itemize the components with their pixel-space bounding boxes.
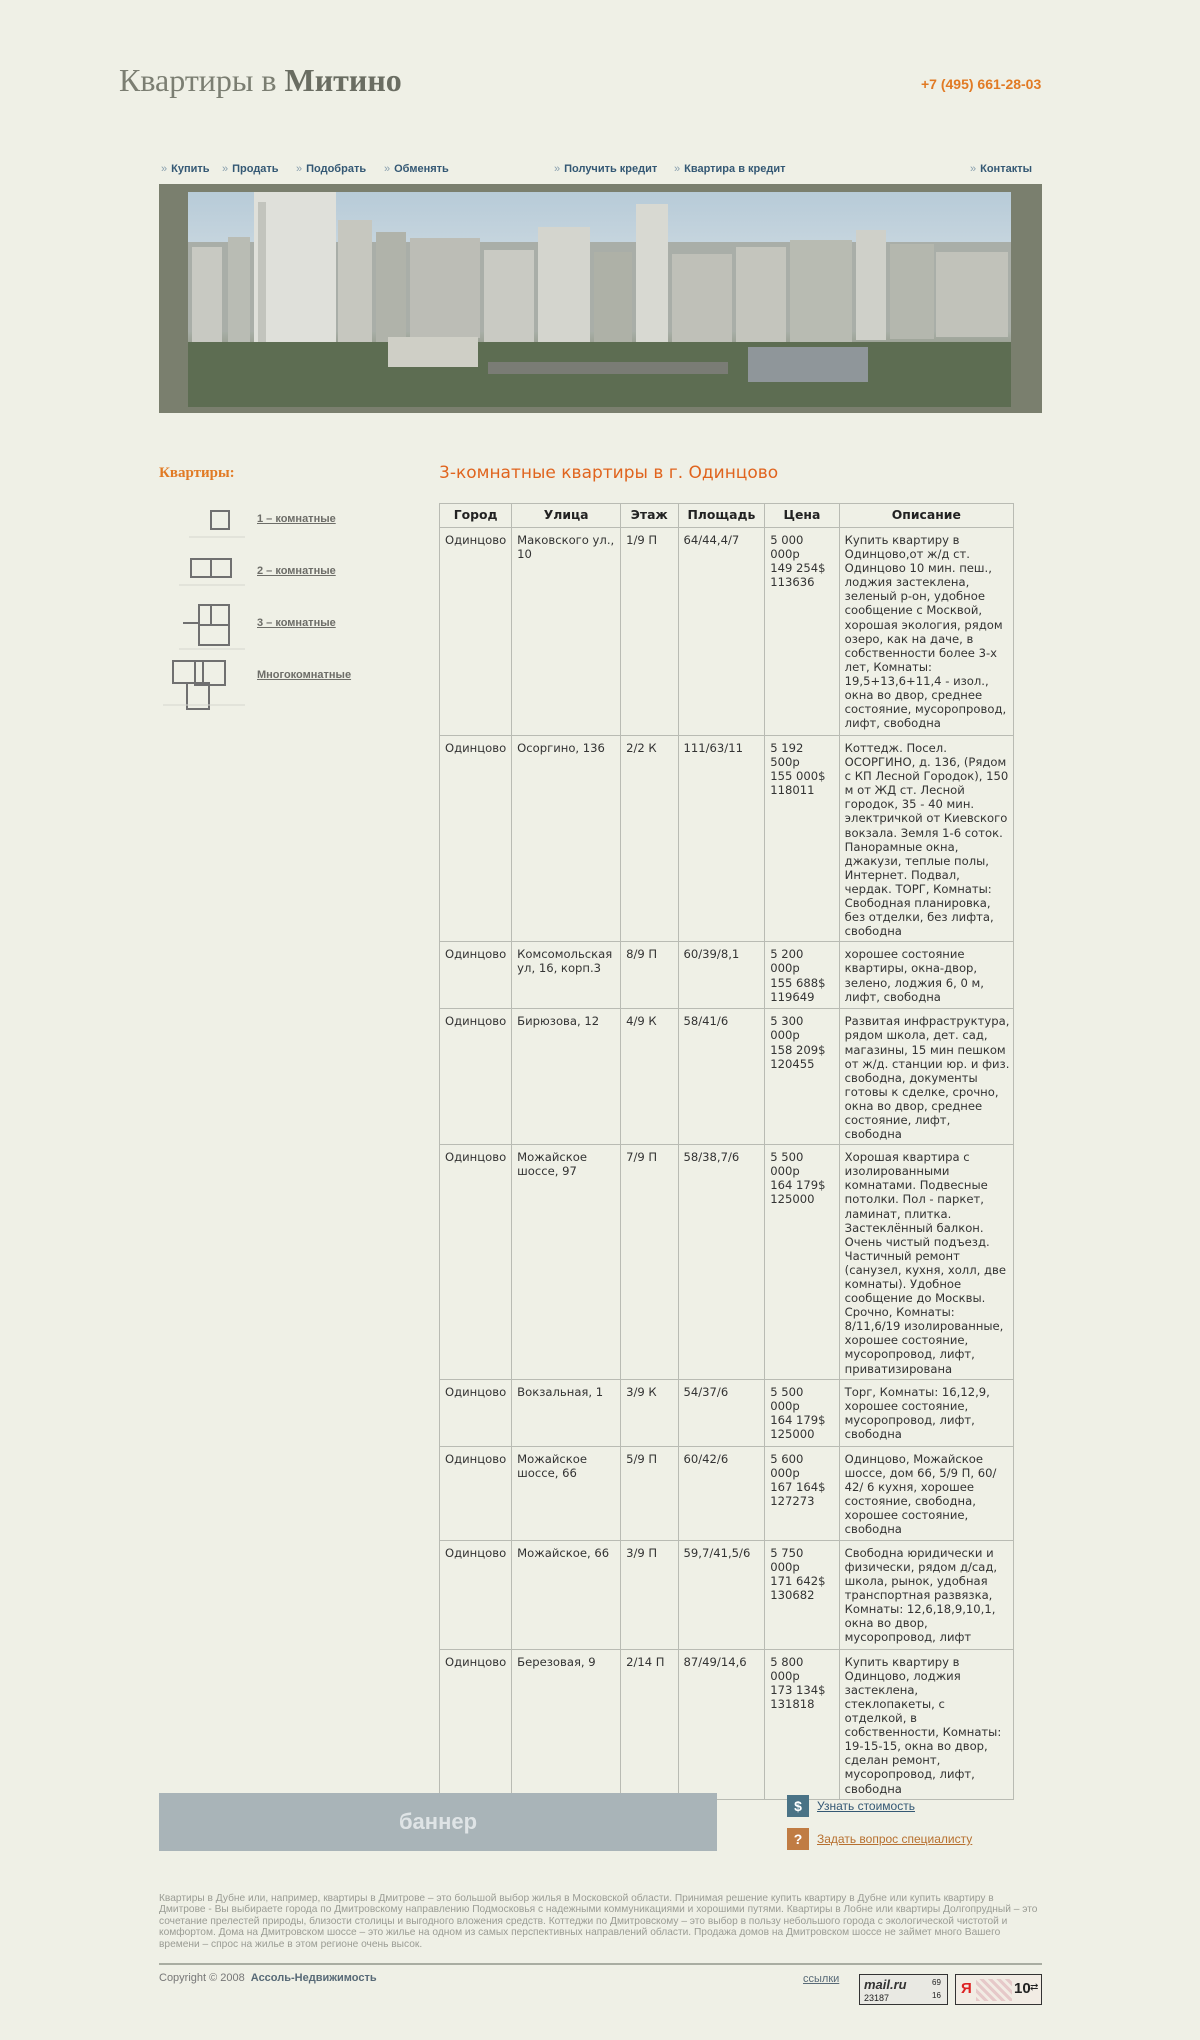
price-usd: 171 642$	[770, 1573, 826, 1588]
cell-price	[765, 528, 839, 736]
cell-description: Купить квартиру в Одинцово,от ж/д ст. Одинцово 10 мин. пеш., лоджия застеклена, зеленый р-он, удобное сообщение с Москвой, хорошая экология, рядом озеро, как на даче, в собственности более 3-х лет, Комнаты: 19,5+13,6+11,4 - изол., окна во двор, среднее состояние, мусоропровод, лифт, свободна	[839, 528, 1013, 736]
price-usd: 155 688$	[770, 975, 826, 990]
phone-number: +7 (495) 661-28-03	[921, 76, 1042, 92]
price-rub: 5 000 000р	[770, 533, 804, 562]
cell-price	[765, 736, 839, 942]
sidebar-link-2-room[interactable]: 2 – комнатные	[257, 565, 336, 577]
sidebar-item-3-room[interactable]	[159, 601, 379, 653]
cell-description: Одинцово, Можайское шоссе, дом 66, 5/9 П, 60/ 42/ 6 кухня, хорошее состояние, свободна, хорошее состояние, свободна	[839, 1446, 1013, 1540]
price-rub: 5 600 000р	[770, 1451, 804, 1480]
cell-area: 58/41/6	[678, 1009, 765, 1145]
cell-floor: 7/9 П	[621, 1145, 678, 1380]
company-name: Ассоль-Недвижимость	[250, 1972, 377, 1984]
sidebar-link-3-room[interactable]: 3 – комнатные	[257, 617, 336, 629]
cell-city: Одинцово	[440, 736, 512, 942]
nav-contacts-label: Контакты	[980, 163, 1032, 175]
price-usd: 167 164$	[770, 1479, 826, 1494]
price-usd: 173 134$	[770, 1682, 826, 1697]
nav-arrow-icon: »	[384, 163, 391, 175]
three-room-plan-icon	[159, 601, 249, 653]
cell-street: Можайское шоссе, 97	[512, 1145, 621, 1380]
cell-floor: 2/2 К	[621, 736, 678, 942]
listing-id: 119649	[770, 989, 815, 1004]
column-header-city: Город	[440, 504, 512, 528]
dollar-icon: $	[787, 1795, 809, 1817]
cell-price	[765, 1540, 839, 1649]
ad-banner[interactable]: баннер	[159, 1793, 717, 1851]
table-row	[440, 1379, 1014, 1446]
cell-street: Березовая, 9	[512, 1649, 621, 1799]
cell-floor: 5/9 П	[621, 1446, 678, 1540]
table-row	[440, 942, 1014, 1009]
ask-specialist-link[interactable]: Задать вопрос специалисту	[817, 1832, 973, 1846]
nav-arrow-icon: »	[222, 163, 229, 175]
nav-arrow-icon: »	[161, 163, 168, 175]
nav-credit-flat[interactable]	[674, 163, 785, 175]
cell-price	[765, 1009, 839, 1145]
cell-area: 87/49/14,6	[678, 1649, 765, 1799]
cell-description: Купить квартиру в Одинцово, лоджия застеклена, стеклопакеты, с отделкой, в собственности, Комнаты: 19-15-15, окна во двор, сделан ремонт, мусоропровод, лифт, свободна	[839, 1649, 1013, 1799]
site-title-regular: Квартиры в	[119, 62, 277, 98]
table-row	[440, 736, 1014, 942]
cell-description: Хорошая квартира с изолированными комнатами. Подвесные потолки. Пол - паркет, ламинат, плитка. Застеклённый балкон. Очень чистый подъезд. Частичный ремонт (санузел, кухня, холл, две комнаты). Удобное сообщение до Москвы. Срочно, Комнаты: 8/11,6/19 изолированные, хорошее состояние, мусоропровод, лифт, приватизирована	[839, 1145, 1013, 1380]
column-header-floor: Этаж	[621, 504, 678, 528]
listing-id: 127273	[770, 1493, 815, 1508]
cell-price	[765, 1145, 839, 1380]
table-header-row	[440, 504, 1014, 528]
column-header-price: Цена	[765, 504, 839, 528]
cell-area: 54/37/6	[678, 1379, 765, 1446]
cell-floor: 8/9 П	[621, 942, 678, 1009]
cell-floor: 2/14 П	[621, 1649, 678, 1799]
multi-room-plan-icon	[159, 655, 249, 715]
price-rub: 5 300 000р	[770, 1014, 804, 1043]
cell-city: Одинцово	[440, 1446, 512, 1540]
refresh-icon: ⇄	[1030, 1982, 1039, 1993]
cell-area: 64/44,4/7	[678, 528, 765, 736]
table-row	[440, 1540, 1014, 1649]
price-rub: 5 750 000р	[770, 1545, 804, 1574]
nav-arrow-icon: »	[296, 163, 303, 175]
price-usd: 164 179$	[770, 1178, 826, 1193]
sidebar-item-multi-room[interactable]	[159, 655, 379, 715]
price-rub: 5 500 000р	[770, 1384, 804, 1413]
site-title[interactable]	[119, 62, 402, 99]
cell-description: Торг, Комнаты: 16,12,9, хорошее состояние, мусоропровод, лифт, свободна	[839, 1379, 1013, 1446]
mailru-stat-bottom: 16	[932, 1991, 941, 2000]
nav-exchange[interactable]	[384, 163, 449, 175]
sidebar-item-2-room[interactable]	[159, 549, 379, 601]
column-header-description: Описание	[839, 504, 1013, 528]
yandex-counter-value: 10	[1014, 1980, 1031, 1997]
question-icon: ?	[787, 1828, 809, 1850]
main-nav	[0, 163, 1200, 179]
listing-id: 118011	[770, 783, 815, 798]
table-row	[440, 1145, 1014, 1380]
two-room-plan-icon	[159, 549, 249, 601]
table-row	[440, 1649, 1014, 1799]
cell-floor: 1/9 П	[621, 528, 678, 736]
listing-id: 113636	[770, 575, 815, 590]
cell-city: Одинцово	[440, 1379, 512, 1446]
nav-sell-label: Продать	[232, 163, 279, 175]
links-link[interactable]: ссылки	[803, 1973, 840, 1985]
cell-price	[765, 1379, 839, 1446]
nav-buy-label: Купить	[171, 163, 210, 175]
get-price-link[interactable]: Узнать стоимость	[817, 1799, 915, 1813]
nav-contacts[interactable]	[970, 163, 1032, 175]
nav-get-credit-label: Получить кредит	[564, 163, 658, 175]
sidebar-link-1-room[interactable]: 1 – комнатные	[257, 513, 336, 525]
cell-street: Комсомольская ул, 16, корп.3	[512, 942, 621, 1009]
seo-text: Квартиры в Дубне или, например, квартиры в Дмитрове – это большой выбор жилья в Московской области. Принимая решение купить квартиру в Дубне или купить квартиру в Дмитрове - Вы выбираете города по Дмитровскому направлению Подмосковья с надежными коммуникациями и хорошими путями. Квартиры в Лобне или квартиры Долгопрудный – это сочетание прелестей природы, близости столицы и выгодного вложения средств. Коттеджи по Дмитровскому – это выбор в пользу небольшого города с экологической чистотой и комфортом. Дома на Дмитровском шоссе – это жилье на одном из самых перспективных направлений области. Продажа домов на Дмитровском шоссе не займет много Вашего времени – спрос на жилье в этом регионе очень высок.	[159, 1893, 1038, 1950]
cell-street: Маковского ул., 10	[512, 528, 621, 736]
table-row	[440, 1009, 1014, 1145]
cell-floor: 3/9 П	[621, 1540, 678, 1649]
mailru-counter-value: 23187	[864, 1993, 890, 2003]
listing-id: 125000	[770, 1426, 815, 1441]
nav-select-label: Подобрать	[306, 163, 367, 175]
mailru-stat-top: 69	[932, 1978, 941, 1987]
sidebar-link-multi-room[interactable]: Многокомнатные	[257, 669, 352, 681]
site-title-bold: Митино	[284, 62, 402, 98]
price-rub: 5 200 000р	[770, 947, 804, 976]
city-panorama-image	[188, 192, 1011, 407]
nav-sell[interactable]	[222, 163, 279, 175]
nav-buy[interactable]	[161, 163, 210, 175]
yandex-logo: Я	[961, 1980, 972, 1997]
nav-arrow-icon: »	[970, 163, 977, 175]
cell-city: Одинцово	[440, 1649, 512, 1799]
cell-area: 60/39/8,1	[678, 942, 765, 1009]
page-title: 3-комнатные квартиры в г. Одинцово	[439, 463, 779, 483]
sidebar-item-1-room[interactable]	[159, 497, 379, 549]
cell-city: Одинцово	[440, 1145, 512, 1380]
cell-street: Можайское шоссе, 66	[512, 1446, 621, 1540]
cell-street: Осоргино, 136	[512, 736, 621, 942]
sidebar-title: Квартиры:	[159, 465, 235, 481]
cell-street: Бирюзова, 12	[512, 1009, 621, 1145]
column-header-street: Улица	[512, 504, 621, 528]
nav-get-credit[interactable]	[554, 163, 657, 175]
nav-select[interactable]	[296, 163, 366, 175]
cell-description: Свободна юридически и физически, рядом д/сад, школа, рынок, удобная транспортная развязка, Комнаты: 12,6,18,9,10,1, окна во двор, мусоропровод, лифт	[839, 1540, 1013, 1649]
price-rub: 5 192 500р	[770, 741, 804, 770]
price-rub: 5 800 000р	[770, 1654, 804, 1683]
cell-area: 59,7/41,5/6	[678, 1540, 765, 1649]
cell-description: хорошее состояние квартиры, окна-двор, зелено, лоджия 6, 0 м, лифт, свободна	[839, 942, 1013, 1009]
yandex-pattern	[976, 1979, 1012, 2001]
cell-area: 60/42/6	[678, 1446, 765, 1540]
yandex-counter[interactable]	[955, 1974, 1042, 2005]
listing-id: 125000	[770, 1192, 815, 1207]
listings-table	[439, 503, 1014, 1800]
price-usd: 155 000$	[770, 769, 826, 784]
price-usd: 149 254$	[770, 561, 826, 576]
cell-floor: 3/9 К	[621, 1379, 678, 1446]
cell-area: 111/63/11	[678, 736, 765, 942]
price-rub: 5 500 000р	[770, 1150, 804, 1179]
cell-price	[765, 942, 839, 1009]
cell-city: Одинцово	[440, 1540, 512, 1649]
copyright	[159, 1972, 377, 1984]
cell-street: Можайское, 66	[512, 1540, 621, 1649]
cell-price	[765, 1446, 839, 1540]
cell-description: Коттедж. Посел. ОСОРГИНО, д. 136, (Рядом с КП Лесной Городок), 150 м от ЖД ст. Лесной городок, 35 - 40 мин. электричкой от Киевского вокзала. Земля 1-6 соток. Панорамные окна, джакузи, теплые полы, Интернет. Подвал, чердак. ТОРГ, Комнаты: Свободная планировка, без отделки, без лифта, свободна	[839, 736, 1013, 942]
cell-street: Вокзальная, 1	[512, 1379, 621, 1446]
listing-id: 131818	[770, 1696, 815, 1711]
cell-description: Развитая инфраструктура, рядом школа, дет. сад, магазины, 15 мин пешком от ж/д. станции юр. и физ. свободна, документы готовы к сделке, срочно, окна во двор, среднее состояние, лифт, свободна	[839, 1009, 1013, 1145]
cell-city: Одинцово	[440, 528, 512, 736]
cell-city: Одинцово	[440, 942, 512, 1009]
nav-arrow-icon: »	[554, 163, 561, 175]
price-usd: 158 209$	[770, 1042, 826, 1057]
nav-arrow-icon: »	[674, 163, 681, 175]
copyright-text: Copyright © 2008	[159, 1972, 245, 1984]
cell-city: Одинцово	[440, 1009, 512, 1145]
table-row	[440, 1446, 1014, 1540]
cell-price	[765, 1649, 839, 1799]
table-row	[440, 528, 1014, 736]
price-usd: 164 179$	[770, 1412, 826, 1427]
nav-exchange-label: Обменять	[394, 163, 449, 175]
one-room-plan-icon	[159, 497, 249, 549]
listing-id: 120455	[770, 1056, 815, 1071]
cell-area: 58/38,7/6	[678, 1145, 765, 1380]
mailru-counter[interactable]	[859, 1974, 948, 2005]
mailru-logo: mail.ru	[864, 1977, 907, 1992]
cell-floor: 4/9 К	[621, 1009, 678, 1145]
footer-divider	[159, 1963, 1042, 1965]
column-header-area: Площадь	[678, 504, 765, 528]
listing-id: 130682	[770, 1587, 815, 1602]
nav-credit-flat-label: Квартира в кредит	[684, 163, 786, 175]
header-banner	[159, 184, 1042, 413]
